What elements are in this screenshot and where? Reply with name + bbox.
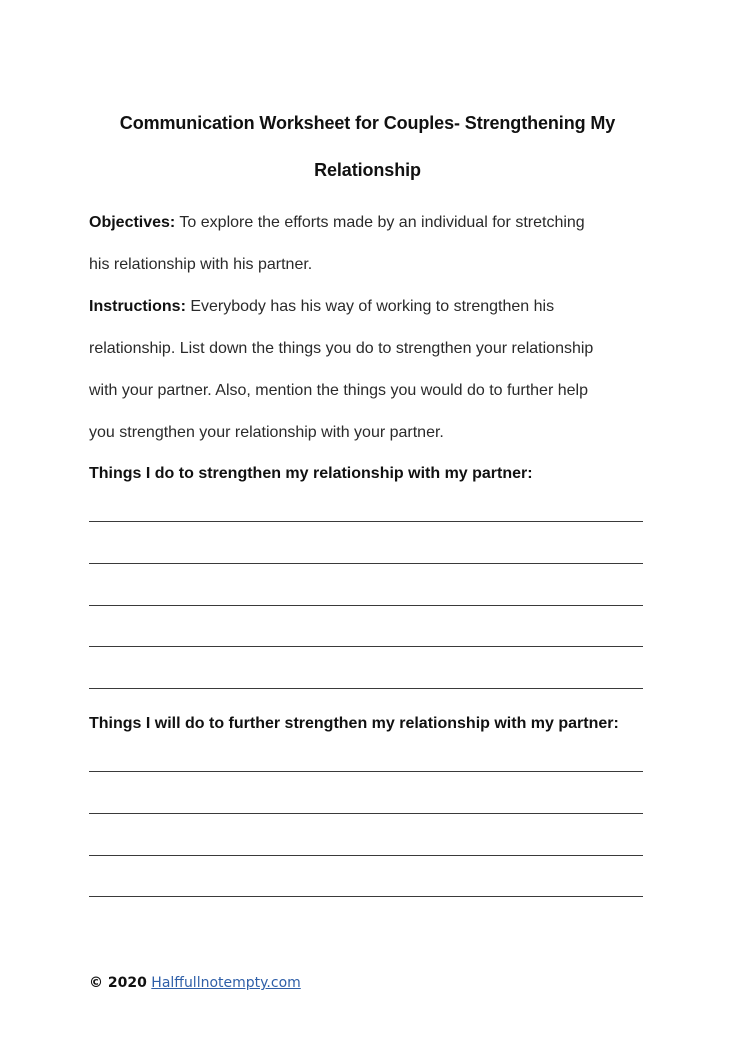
instructions-text-line-4: you strengthen your relationship with your partner.	[89, 424, 444, 441]
writing-line-current-2[interactable]	[89, 563, 643, 564]
objectives-text-line-1: To explore the efforts made by an individual for stretching	[175, 214, 585, 231]
objectives-text-line-2: his relationship with his partner.	[89, 256, 313, 273]
copyright-text: © 2020	[89, 975, 147, 991]
writing-line-future-4[interactable]	[89, 896, 643, 897]
objectives-paragraph	[89, 214, 669, 232]
website-link[interactable]: Halffullnotempty.com	[151, 975, 301, 991]
footer	[89, 975, 301, 991]
section-heading-future-efforts: Things I will do to further strengthen my relationship with my partner:	[89, 715, 619, 732]
objectives-label: Objectives:	[89, 214, 176, 231]
writing-line-current-5[interactable]	[89, 688, 643, 689]
page-title-line-1: Communication Worksheet for Couples- Strengthening My	[119, 113, 616, 133]
writing-line-future-3[interactable]	[89, 855, 643, 856]
writing-line-future-1[interactable]	[89, 771, 643, 772]
section-heading-current-efforts: Things I do to strengthen my relationship with my partner:	[89, 465, 533, 482]
writing-line-current-1[interactable]	[89, 521, 643, 522]
instructions-text-line-3: with your partner. Also, mention the things you would do to further help	[89, 382, 588, 399]
instructions-text-line-1: Everybody has his way of working to strengthen his	[185, 298, 555, 315]
instructions-label: Instructions:	[89, 298, 186, 315]
instructions-paragraph	[89, 298, 669, 316]
page-title-line-2: Relationship	[314, 160, 421, 180]
writing-line-current-4[interactable]	[89, 646, 643, 647]
writing-line-future-2[interactable]	[89, 813, 643, 814]
instructions-text-line-2: relationship. List down the things you do to strengthen your relationship	[89, 340, 594, 357]
writing-line-current-3[interactable]	[89, 605, 643, 606]
